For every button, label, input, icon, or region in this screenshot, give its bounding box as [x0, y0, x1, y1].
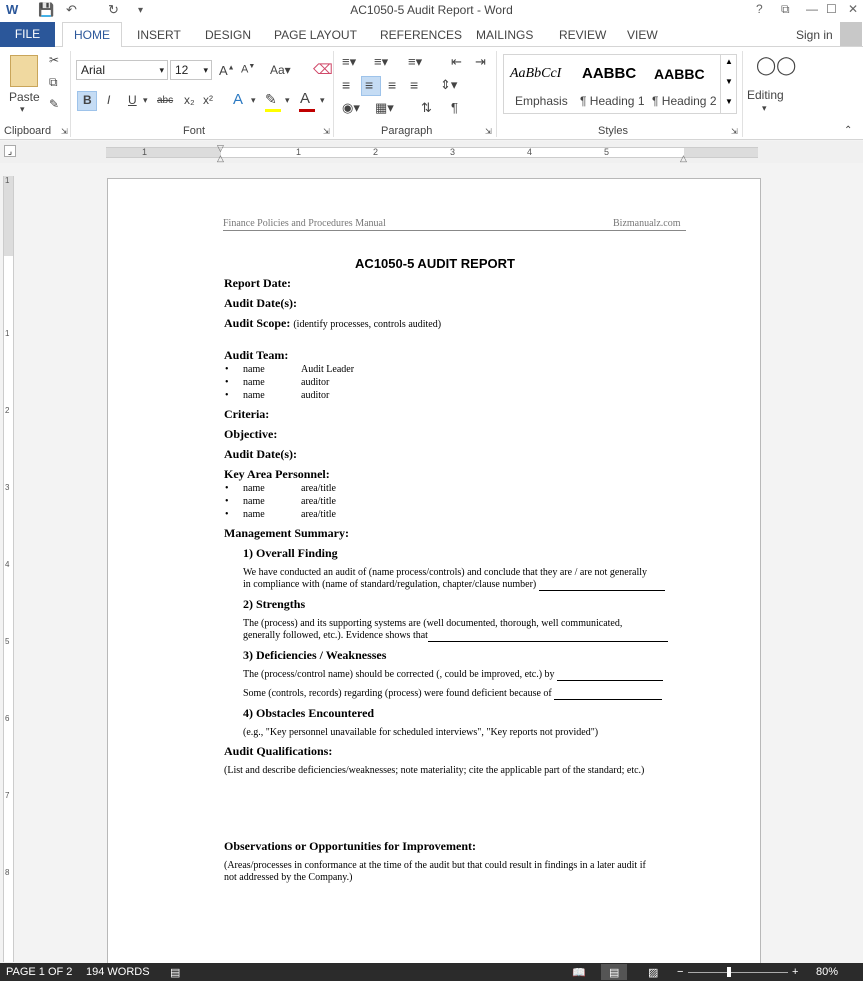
chevron-down-icon: ▾ [203, 65, 208, 75]
styles-gallery [503, 54, 737, 114]
collapse-ribbon-icon[interactable]: ⌃ [844, 125, 853, 136]
multilevel-list-icon[interactable]: ≡▾ [408, 54, 423, 69]
chevron-down-icon: ▾ [159, 65, 164, 75]
ribbon [0, 47, 863, 140]
font-name-value: Arial [81, 63, 106, 77]
help-button[interactable]: ? [756, 2, 763, 16]
page-count[interactable]: PAGE 1 OF 2 [6, 966, 73, 978]
bullet: • [225, 483, 229, 494]
borders-icon[interactable]: ▦▾ [375, 100, 394, 115]
ruler-area [0, 141, 863, 163]
audit-team-label: Audit Team: [224, 348, 289, 362]
zoom-level[interactable]: 80% [816, 966, 839, 978]
strengths-line2: generally followed, etc.). Evidence shows that [243, 630, 428, 641]
font-color-dropdown-icon[interactable]: ▾ [320, 95, 325, 105]
maximize-button[interactable]: ☐ [826, 2, 837, 16]
observations-line2: not addressed by the Company.) [224, 872, 353, 883]
audit-qualifications-text: (List and describe deficiencies/weaknesses; note materiality; cite the applicable part of the standard; etc.) [224, 765, 645, 776]
tab-design[interactable]: DESIGN [205, 28, 252, 42]
italic-button[interactable]: I [107, 93, 111, 107]
ruler-mark: 1 [296, 147, 302, 157]
first-line-indent-marker[interactable]: ▽ [217, 143, 224, 153]
sort-icon[interactable]: ⇅ [421, 100, 432, 115]
customize-qa-icon[interactable]: ▾ [138, 5, 144, 16]
strengths-text [243, 618, 687, 642]
vruler-mark: 3 [5, 483, 10, 492]
shrink-font-icon[interactable]: A▼ [241, 63, 256, 76]
cut-icon[interactable]: ✂ [49, 53, 60, 67]
personnel-name: name [243, 483, 265, 494]
team-role: auditor [301, 377, 330, 388]
font-launcher-icon[interactable]: ⇲ [323, 127, 330, 136]
styles-scroll [720, 55, 737, 113]
text-effects-icon[interactable]: A [233, 91, 244, 108]
deficiencies-line1: The (process/control name) should be corrected (, could be improved, etc.) by [243, 669, 555, 680]
fill-in-blank[interactable] [554, 690, 662, 700]
criteria-label: Criteria: [224, 407, 270, 421]
word-count[interactable]: 194 WORDS [86, 966, 150, 978]
tab-selector-icon[interactable]: ⌟ [4, 145, 16, 157]
vruler-mark: 7 [5, 791, 10, 800]
section-overall-finding: 1) Overall Finding [243, 546, 338, 560]
horizontal-ruler[interactable] [106, 143, 758, 163]
sign-in-link[interactable]: Sign in [796, 28, 833, 42]
header-right: Bizmanualz.com [613, 218, 681, 229]
tab-mailings[interactable]: MAILINGS [476, 28, 534, 42]
style-preview-heading2[interactable]: AABBC [654, 66, 705, 82]
format-painter-icon[interactable]: ✎ [49, 97, 60, 111]
editing-dropdown-icon[interactable]: ▾ [762, 103, 767, 113]
font-name-select[interactable] [76, 60, 168, 80]
vruler-mark: 5 [5, 637, 10, 646]
style-preview-heading1[interactable]: AABBC [582, 65, 637, 82]
strengths-line1: The (process) and its supporting systems are (well documented, thorough, well communicated, [243, 618, 623, 629]
editing-button[interactable]: Editing [747, 88, 784, 102]
shading-icon[interactable]: ◉▾ [342, 100, 360, 115]
undo-icon[interactable]: ↶ [66, 2, 77, 17]
audit-dates-label: Audit Date(s): [224, 296, 297, 310]
bullet: • [225, 390, 229, 401]
audit-scope-note: (identify processes, controls audited) [293, 319, 442, 330]
styles-launcher-icon[interactable]: ⇲ [731, 127, 738, 136]
personnel-role: area/title [301, 496, 336, 507]
tab-view[interactable]: VIEW [627, 28, 658, 42]
grow-font-icon[interactable]: A▲ [219, 63, 235, 78]
superscript-button[interactable]: x² [203, 93, 213, 107]
header-left: Finance Policies and Procedures Manual [223, 218, 386, 229]
increase-indent-icon[interactable]: ⇥ [475, 54, 486, 69]
font-group-label: Font [183, 125, 206, 137]
audit-scope-label [224, 316, 441, 331]
style-preview-emphasis[interactable]: AaBbCcI [510, 66, 562, 81]
align-right-icon[interactable]: ≡ [388, 77, 397, 93]
separator [70, 51, 71, 137]
key-area-label: Key Area Personnel: [224, 467, 330, 481]
bullet: • [225, 364, 229, 375]
ruler-mark: 1 [142, 147, 148, 157]
separator [742, 51, 743, 137]
paragraph-group-label: Paragraph [381, 125, 433, 137]
title-bar [0, 0, 863, 22]
observations-label: Observations or Opportunities for Improvement: [224, 839, 476, 853]
font-size-value: 12 [175, 63, 189, 77]
document-page[interactable] [107, 178, 761, 968]
highlight-icon[interactable]: ✎ [265, 91, 277, 107]
strikethrough-button[interactable]: abc [157, 95, 174, 106]
highlight-color-swatch [265, 109, 281, 112]
save-icon[interactable]: 💾 [38, 2, 55, 17]
audit-dates-label-2: Audit Date(s): [224, 447, 297, 461]
style-name-emphasis[interactable]: Emphasis [515, 94, 568, 108]
personnel-role: area/title [301, 483, 336, 494]
bold-button[interactable]: B [83, 93, 92, 107]
tab-page-layout[interactable]: PAGE LAYOUT [274, 28, 357, 42]
management-summary-label: Management Summary: [224, 526, 349, 540]
right-indent-marker[interactable]: △ [680, 153, 687, 163]
tab-insert[interactable]: INSERT [137, 28, 181, 42]
deficiencies-text-1 [243, 669, 687, 681]
font-color-swatch [299, 109, 315, 112]
zoom-slider-thumb[interactable] [727, 967, 731, 977]
text-effects-dropdown-icon[interactable]: ▾ [251, 95, 256, 105]
clipboard-group-label: Clipboard [4, 125, 52, 137]
ruler-mark: 5 [604, 147, 610, 157]
justify-icon[interactable]: ≡ [410, 77, 419, 93]
style-name-heading2[interactable]: ¶ Heading 2 [652, 94, 717, 108]
ruler-margin-left [106, 148, 221, 157]
team-name: name [243, 377, 265, 388]
obstacles-text: (e.g., "Key personnel unavailable for scheduled interviews", "Key reports not provided") [243, 727, 599, 738]
overall-finding-text [243, 567, 687, 591]
audit-scope-text: Audit Scope: [224, 316, 291, 330]
strengths-line2-row [243, 630, 687, 642]
binoculars-icon[interactable]: ◯◯ [756, 55, 797, 75]
ruler-mark: 4 [527, 147, 533, 157]
deficiencies-line2: Some (controls, records) regarding (process) were found deficient because of [243, 688, 552, 699]
personnel-name: name [243, 496, 265, 507]
bullet: • [225, 509, 229, 520]
underline-dropdown-icon[interactable]: ▾ [143, 95, 148, 105]
observations-line1: (Areas/processes in conformance at the time of the audit but that could result in findings in a later audit if [224, 860, 646, 871]
read-mode-icon[interactable]: 📖 [572, 967, 586, 979]
minimize-button[interactable]: — [806, 2, 818, 16]
avatar[interactable] [840, 22, 862, 46]
section-strengths: 2) Strengths [243, 597, 306, 611]
ruler-mark: 3 [450, 147, 456, 157]
paragraph-launcher-icon[interactable]: ⇲ [485, 127, 492, 136]
scroll-up-icon[interactable]: ▲ [725, 57, 733, 66]
document-title: AC1050-5 AUDIT REPORT [355, 256, 515, 271]
web-layout-icon[interactable]: ▨ [648, 967, 659, 979]
zoom-slider-track[interactable] [688, 972, 788, 973]
subscript-button[interactable]: x₂ [184, 93, 195, 107]
personnel-role: area/title [301, 509, 336, 520]
print-layout-icon[interactable]: ▤ [609, 967, 620, 979]
status-bar [0, 963, 863, 981]
clipboard-launcher-icon[interactable]: ⇲ [61, 127, 68, 136]
observations-text [224, 860, 694, 884]
window-title: AC1050-5 Audit Report - Word [350, 3, 513, 17]
overall-finding-line2-row [243, 579, 687, 591]
vruler-mark: 6 [5, 714, 10, 723]
zoom-out-button[interactable]: − [677, 966, 684, 978]
team-role: auditor [301, 390, 330, 401]
tab-review[interactable]: REVIEW [559, 28, 607, 42]
overall-finding-line1: We have conducted an audit of (name process/controls) and conclude that they are / are not generally [243, 567, 648, 578]
fill-in-blank[interactable] [428, 632, 668, 642]
objective-label: Objective: [224, 427, 278, 441]
section-deficiencies: 3) Deficiencies / Weaknesses [243, 648, 387, 662]
team-name: name [243, 364, 265, 375]
separator [333, 51, 334, 137]
separator [496, 51, 497, 137]
vruler-mark: 1 [5, 329, 10, 338]
proofing-icon[interactable]: ▤ [170, 967, 181, 979]
fill-in-blank[interactable] [557, 671, 663, 681]
vruler-margin-top [4, 176, 13, 256]
tab-references[interactable]: REFERENCES [380, 28, 463, 42]
zoom-in-button[interactable]: + [792, 966, 799, 978]
copy-icon[interactable]: ⧉ [49, 75, 58, 89]
style-name-heading1[interactable]: ¶ Heading 1 [580, 94, 645, 108]
tab-home[interactable]: HOME [62, 22, 122, 48]
decrease-indent-icon[interactable]: ⇤ [451, 54, 462, 69]
ruler-margin-right [684, 148, 758, 157]
font-color-icon[interactable]: A [300, 90, 311, 107]
paste-dropdown-icon[interactable]: ▾ [20, 104, 25, 114]
more-styles-icon[interactable]: ▼ [725, 97, 733, 106]
ribbon-display-button[interactable]: ⧉ [781, 2, 790, 16]
align-center-icon[interactable]: ≡ [365, 77, 374, 93]
deficiencies-text-2 [243, 688, 687, 700]
bullet: • [225, 377, 229, 388]
vruler-mark: 2 [5, 406, 10, 415]
line-spacing-icon[interactable]: ⇕▾ [440, 77, 458, 92]
underline-button[interactable]: U [128, 93, 137, 107]
fill-in-blank[interactable] [539, 581, 665, 591]
overall-finding-line2: in compliance with (name of standard/regulation, chapter/clause number) [243, 579, 537, 590]
vruler-mark: 8 [5, 868, 10, 877]
font-size-select[interactable] [170, 60, 212, 80]
ruler-mark: 2 [373, 147, 379, 157]
bullets-icon[interactable]: ≡▾ [342, 54, 357, 69]
report-date-label: Report Date: [224, 276, 291, 290]
redo-icon[interactable]: ↻ [108, 2, 119, 17]
tab-file[interactable]: FILE [0, 22, 55, 47]
styles-group-label: Styles [598, 125, 628, 137]
audit-qualifications-label: Audit Qualifications: [224, 744, 333, 758]
word-icon[interactable]: W [6, 2, 19, 17]
ribbon-tabs [0, 22, 863, 47]
team-name: name [243, 390, 265, 401]
bullet: • [225, 496, 229, 507]
team-role: Audit Leader [301, 364, 355, 375]
change-case-icon[interactable]: Aa▾ [270, 63, 291, 77]
show-formatting-icon[interactable]: ¶ [451, 100, 458, 115]
hanging-indent-marker[interactable]: △ [217, 153, 224, 163]
paste-icon[interactable] [10, 55, 38, 87]
vruler-mark: 4 [5, 560, 10, 569]
close-button[interactable]: ✕ [848, 2, 859, 16]
align-left-icon[interactable]: ≡ [342, 77, 351, 93]
scroll-down-icon[interactable]: ▼ [725, 77, 733, 86]
header-rule [223, 230, 686, 231]
vruler-mark: 1 [5, 176, 10, 185]
numbering-icon[interactable]: ≡▾ [374, 54, 389, 69]
highlight-dropdown-icon[interactable]: ▾ [285, 95, 290, 105]
section-obstacles: 4) Obstacles Encountered [243, 706, 375, 720]
personnel-name: name [243, 509, 265, 520]
vertical-ruler[interactable] [3, 176, 14, 962]
paste-button[interactable]: Paste [9, 90, 40, 104]
clear-formatting-icon[interactable]: ⌫ [313, 61, 333, 77]
